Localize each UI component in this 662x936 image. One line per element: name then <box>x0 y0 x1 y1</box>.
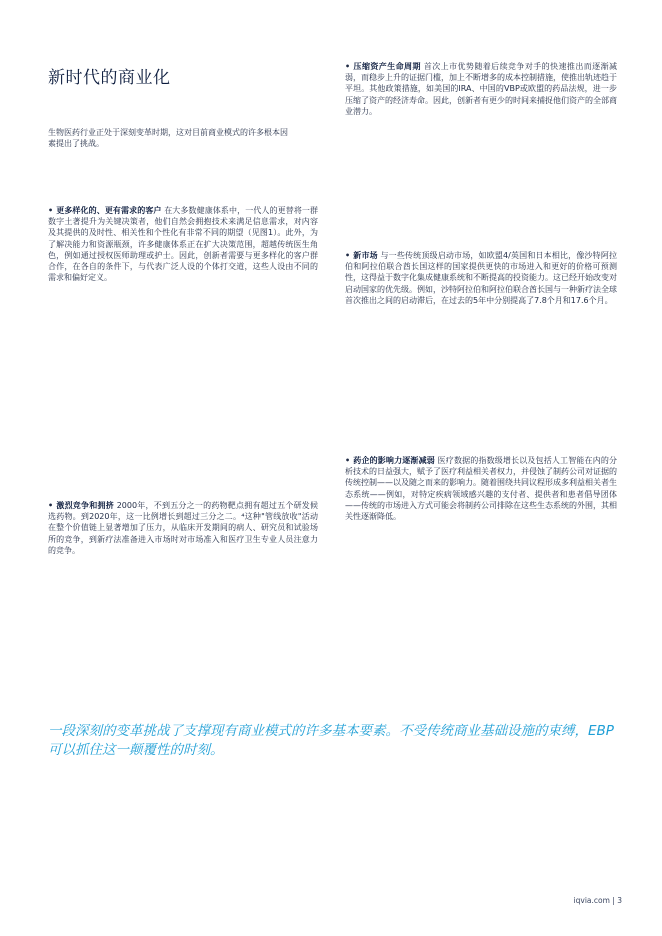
page-title: 新时代的商业化 <box>48 68 171 88</box>
bullet-dot: • <box>345 456 351 465</box>
bullet-heading: 更多样化的、更有需求的客户 <box>56 206 162 215</box>
bullet-dot: • <box>345 251 351 260</box>
page-footer: iqvia.com | 3 <box>573 896 622 905</box>
bullet-heading: 激烈竞争和拥挤 <box>56 501 114 510</box>
bullet-dot: • <box>345 62 351 71</box>
bullet-dot: • <box>48 501 54 510</box>
bullet-dot: • <box>48 206 54 215</box>
intro-paragraph: 生物医药行业正处于深刻变革时期，这对目前商业模式的许多根本因素提出了挑战。 <box>48 128 288 149</box>
bullet-body: 在大多数健康体系中，一代人的更替将一群数字土著提升为关键决策者，他们自然会拥抱技术来满足信息需求，对内容及其提供的及时性、相关性和个性化有非常不同的期望（见图1）。此外，为了解决能力和资源瓶颈，许多健康体系正在扩大决策范围，超越传统医生角色，例如通过授权医师助理或护士。因此，创新者需要与更多样化的客户群合作，在各自的条件下，与代表广泛人设的个体打交道，这些人设由不同的需求和偏好定义。 <box>48 206 319 283</box>
bullet-heading: 药企的影响力逐渐减弱 <box>353 456 435 465</box>
pull-quote: 一段深刻的变革挑战了支撑现有商业模式的许多基本要素。不受传统商业基础设施的束缚，EBP可以抓住这一颠覆性的时刻。 <box>48 723 614 758</box>
bullet-asset-lifecycle <box>345 61 617 117</box>
bullet-body: 2000年，不到五分之一的药物靶点拥有超过五个研发候选药物。到2020年，这一比例增长到超过三分之二。⁴这种"管线放收"活动在整个价值链上显著增加了压力，从临床开发期间的病人、研究员和试验场所的竞争，到新疗法准备进入市场时对市场准入和医疗卫生专业人员注意力的竞争。 <box>48 501 319 555</box>
bullet-body: 首次上市优势随着后续竞争对手的快速推出而逐渐减弱，而稳步上升的证据门槛，加上不断增多的成本控制措施，使推出轨迹趋于平坦。其他政策措施，如美国的IRA、中国的VBP或欧盟的药品法规，进一步压缩了资产的经济寿命。因此，创新者有更少的时间来捕捉他们资产的全部商业潜力。 <box>345 62 618 116</box>
bullet-body: 与一些传统顶级启动市场，如欧盟4/英国和日本相比，像沙特阿拉伯和阿拉伯联合酋长国这样的国家提供更快的市场进入和更好的价格可预测性，这得益于数字化集成健康系统和不断提高的投资能力。这已经开始改变对启动国家的优先级。例如，沙特阿拉伯和阿拉伯联合酋长国与一种新疗法全球首次推出之间的启动滞后，在过去的5年中分别提高了7.8个月和17.6个月。 <box>345 251 617 305</box>
bullet-new-markets <box>345 250 617 306</box>
bullet-diverse-customers <box>48 205 318 283</box>
bullet-heading: 新市场 <box>353 251 378 260</box>
bullet-body: 医疗数据的指数级增长以及包括人工智能在内的分析技术的日益强大，赋予了医疗利益相关者权力，并侵蚀了制药公司对证据的传统控制——以及随之而来的影响力。随着围绕共同议程形成多利益相关者生态系统——例如，对特定疾病领域感兴趣的支付者、提供者和患者倡导团体——传统的市场进入方式可能会将制药公司排除在这些生态系统的外围，其相关性逐渐降低。 <box>345 456 618 522</box>
bullet-heading: 压缩资产生命周期 <box>353 62 421 71</box>
bullet-pharma-influence <box>345 455 617 522</box>
bullet-competition <box>48 500 318 556</box>
